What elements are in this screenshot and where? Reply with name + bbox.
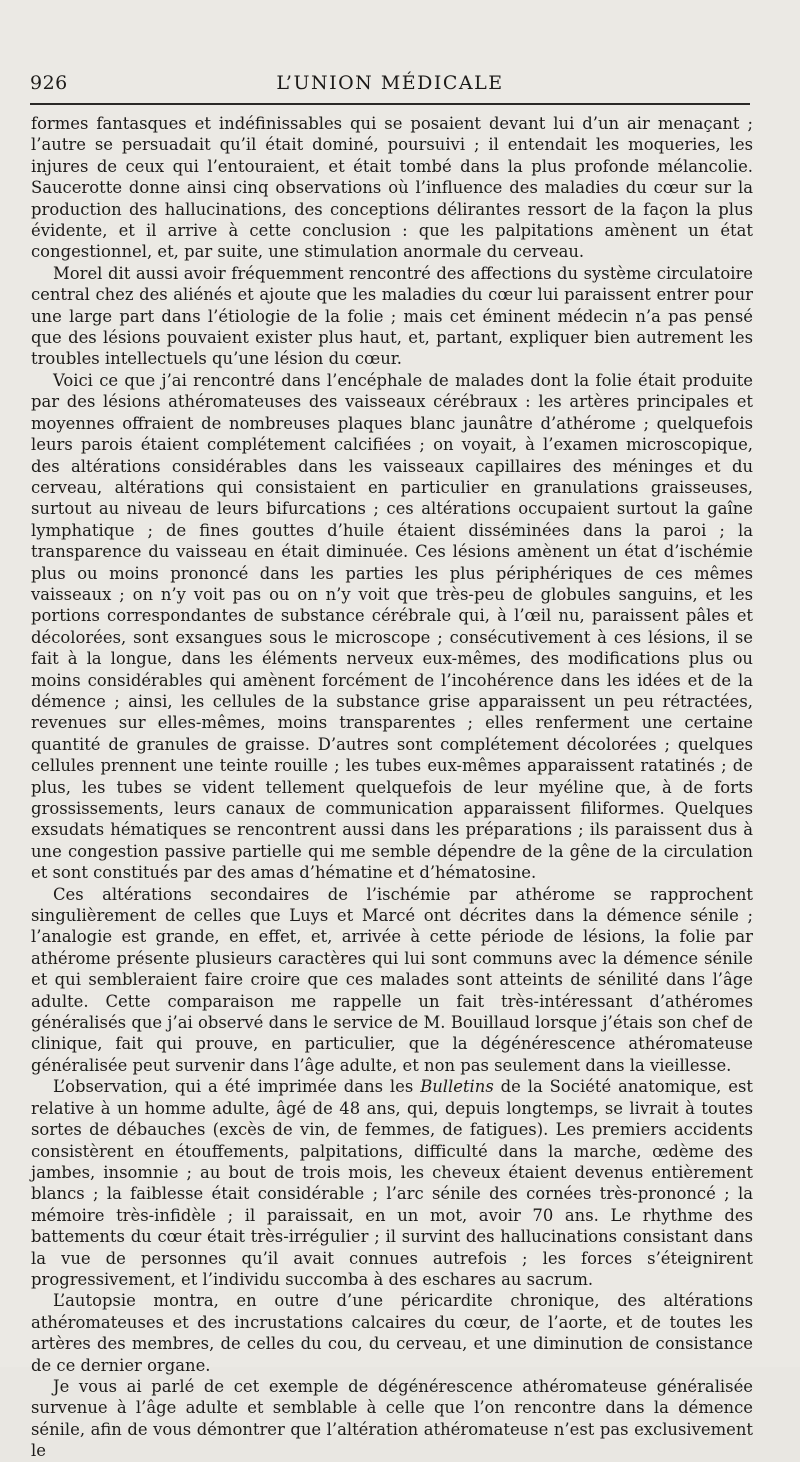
paragraph-7: Je vous ai parlé de cet exemple de dégénérescence athéromateuse généralisée survenue à l’âge adulte et semblable à celle que l’on rencontre dans la démence sénile, afin de vous démontrer que l’altération athéromateuse n’est pas exclusivement le [31,1376,753,1461]
page-header [30,62,750,92]
paragraph-1: formes fantasques et indéfinissables qui se posaient devant lui d’un air menaçant ; l’autre se persuadait qu’il était dominé, poursuivi ; il entendait les moqueries, les injures de ceux qui l’entouraient, et était tombé dans la plus profonde mélancolie. Saucerotte donne ainsi cinq observations où l’influence des maladies du cœur sur la production des hallucinations, des conceptions délirantes ressort de la façon la plus évidente, et il arrive à cette conclusion : que les palpitations amènent un état congestionnel, et, par suite, une stimulation anormale du cerveau. [31,114,753,262]
paragraph-5-rest: de la Société anatomique, est relative à un homme adulte, âgé de 48 ans, qui, depuis longtemps, se livrait à toutes sortes de débauches (excès de vin, de femmes, de fatigues). Les premiers accidents consistèrent en étouffements, palpitations, difficulté dans la marche, œdème des jambes, insomnie ; au bout de trois mois, les cheveux étaient devenus entièrement blancs ; la faiblesse était considérable ; l’arc sénile des cornées très-prononcé ; la mémoire très-infidèle ; il paraissait, en un mot, avoir 70 ans. Le rhythme des battements du cœur était très-irrégulier ; il survint des hallucinations consistant dans la vue de personnes qu’il avait connues autrefois ; les forces s’éteignirent progressivement, et l’individu succomba à des eschares au sacrum. [31,1077,753,1289]
page-number: 926 [30,72,68,94]
running-title: L’UNION MÉDICALE [276,72,504,94]
paragraph-6: L’autopsie montra, en outre d’une péricardite chronique, des altérations athéromateuses et des incrustations calcaires du cœur, de l’aorte, et de toutes les artères des membres, de celles du cou, du cerveau, et une diminution de consistance de ce dernier organe. [31,1291,753,1375]
paragraph-2: Morel dit aussi avoir fréquemment rencontré des affections du système circulatoire central chez des aliénés et ajoute que les maladies du cœur lui paraissent entrer pour une large part dans l’étiologie de la folie ; mais cet éminent médecin n’a pas pensé que des lésions pouvaient exister plus haut, et, partant, expliquer bien autrement les troubles intellectuels qu’une lésion du cœur. [31,263,753,369]
paragraph-5 [31,1076,753,1290]
header-rule [30,103,750,105]
bulletins-title: Bulletins [420,1077,494,1097]
paragraph-5-start: L’observation, qui a été imprimée dans les [53,1077,421,1097]
paragraph-3: Voici ce que j’ai rencontré dans l’encéphale de malades dont la folie était produite par des lésions athéromateuses des vaisseaux cérébraux : les artères principales et moyennes offraient de nombreuses plaques blanc jaunâtre d’athérome ; quelquefois leurs parois étaient complétement calcifiées ; on voyait, à l’examen microscopique, des altérations considérables dans les vaisseaux capillaires des méninges et du cerveau, altérations qui consistaient en particulier en granulations graisseuses, surtout au niveau de leurs bifurcations ; ces altérations occupaient surtout la gaîne lymphatique ; de fines gouttes d’huile étaient disséminées dans la paroi ; la transparence du vaisseau en était diminuée. Ces lésions amènent un état d’ischémie plus ou moins prononcé dans les parties les plus périphériques de ces mêmes vaisseaux ; on n’y voit pas ou on n’y voit que très-peu de globules sanguins, et les portions correspondantes de substance cérébrale qui, à l’œil nu, paraissent pâles et décolorées, sont exsangues sous le microscope ; consécutivement à ces lésions, il se fait à la longue, dans les éléments nerveux eux-mêmes, des modifications plus ou moins considérables qui amènent forcément de l’incohérence dans les idées et de la démence ; ainsi, les cellules de la substance grise apparaissent un peu rétractées, revenues sur elles-mêmes, moins transparentes ; elles renferment une certaine quantité de granules de graisse. D’autres sont complétement décolorées ; quelques cellules prennent une teinte rouille ; les tubes eux-mêmes apparaissent ratatinés ; de plus, les tubes se vident tellement quelquefois de leur myéline que, à de forts grossissements, leurs canaux de communication apparaissent filiformes. Quelques exsudats hématiques se rencontrent aussi dans les préparations ; ils paraissent dus à une congestion passive partielle qui me semble dépendre de la gêne de la circulation et sont constitués par des amas d’hématine et d’hématosine. [31,370,753,883]
paragraph-4: Ces altérations secondaires de l’ischémie par athérome se rapprochent singulièrement de celles que Luys et Marcé ont décrites dans la démence sénile ; l’analogie est grande, en effet, et, arrivée à cette période de lésions, la folie par athérome présente plusieurs caractères qui lui sont communs avec la démence sénile et qui sembleraient faire croire que ces malades sont atteints de sénilité dans l’âge adulte. Cette comparaison me rappelle un fait très-intéressant d’athéromes généralisés que j’ai observé dans le service de M. Bouillaud lorsque j’étais son chef de clinique, fait qui prouve, en particulier, que la dégénérescence athéromateuse généralisée peut survenir dans l’âge adulte, et non pas seulement dans la vieillesse. [31,884,753,1075]
body-text [31,113,753,1462]
